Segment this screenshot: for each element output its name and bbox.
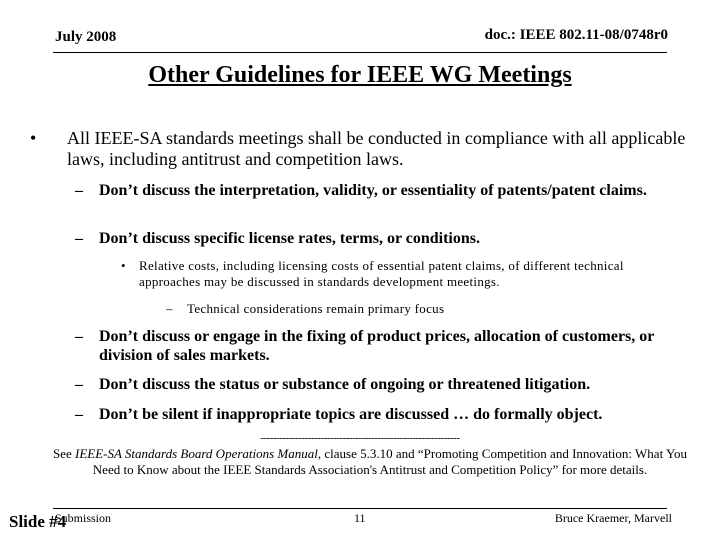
bullet-main-text: All IEEE-SA standards meetings shall be conducted in compliance with all applicable laws, including antitrust and competition laws. [67,128,686,169]
reference-note [50,446,690,478]
dash-marker: – [75,328,83,345]
footer-submission: Submission [55,511,112,525]
dash-marker: – [75,406,83,423]
header-doc-id: doc.: IEEE 802.11-08/0748r0 [484,27,668,43]
footer-page-number: 11 [354,511,366,525]
detail-relative-costs: Relative costs, including licensing costs of essential patent claims, of different technical approaches may be discussed in standards development meetings. [139,258,624,289]
reference-suffix: , clause 5.3.10 and “Promoting Competition and Innovation: What You Need to Know about the IEEE Standards Association's Antitrust and Competition Policy” for more details. [92,446,688,477]
slide-title: Other Guidelines for IEEE WG Meetings [148,62,572,88]
separator-line: --------------------------------------------------------------- [260,432,460,444]
dash-marker: – [75,230,83,247]
header-date: July 2008 [55,29,117,45]
sub-bullet-object: Don’t be silent if inappropriate topics are discussed … do formally object. [99,406,603,423]
dash-marker: – [75,376,83,393]
dash-marker: – [166,301,173,316]
reference-prefix: See [52,446,75,461]
slide-number-label: Slide #4 [9,512,67,531]
bullet-marker: • [30,128,37,148]
sub-bullet-license-rates: Don’t discuss specific license rates, terms, or conditions. [99,230,480,247]
footer-rule [53,508,667,509]
footer-author: Bruce Kraemer, Marvell [554,511,672,525]
sub-bullet-prices: Don’t discuss or engage in the fixing of product prices, allocation of customers, or division of sales markets. [99,328,655,364]
header-rule [53,52,667,53]
sub-bullet-patents: Don’t discuss the interpretation, validity, or essentiality of patents/patent claims. [99,182,647,199]
dash-marker: – [75,182,83,199]
bullet-marker: • [121,258,126,273]
detail-technical-considerations: Technical considerations remain primary focus [187,301,445,316]
sub-bullet-litigation: Don’t discuss the status or substance of ongoing or threatened litigation. [99,376,591,393]
reference-manual-title: IEEE-SA Standards Board Operations Manual [74,446,318,461]
